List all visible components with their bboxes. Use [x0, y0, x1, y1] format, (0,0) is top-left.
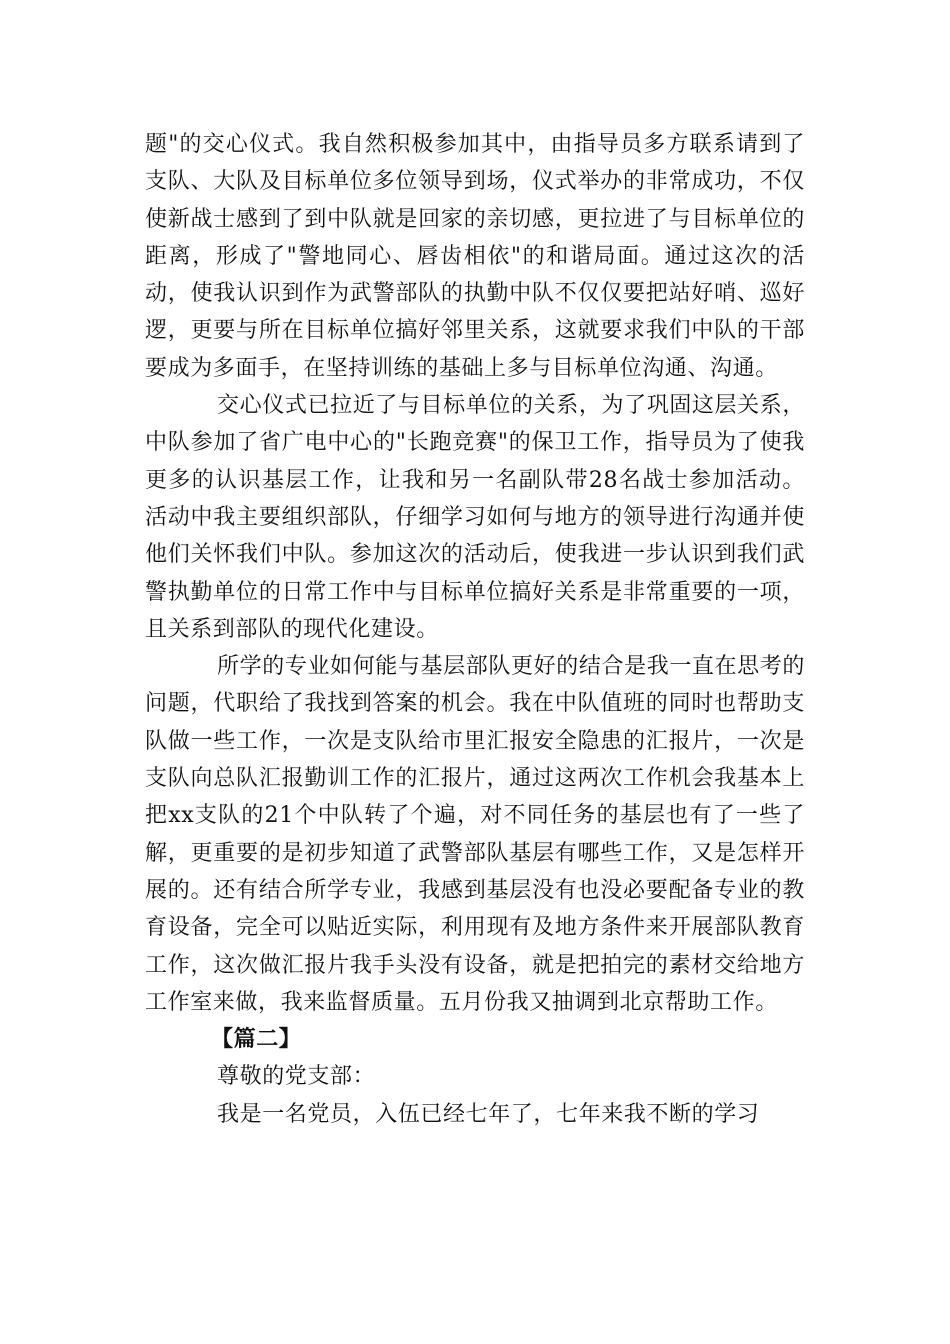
body-paragraph-1: 题"的交心仪式。我自然积极参加其中，由指导员多方联系请到了支队、大队及目标单位多位领导到场，仪式举办的非常成功，不仅使新战士感到了到中队就是回家的亲切感，更拉进了与目标单位的距离，形成了"警地同心、唇齿相依"的和谐局面。通过这次的活动，使我认识到作为武警部队的执勤中队不仅仅要把站好哨、巡好逻，更要与所在目标单位搞好邻里关系，这就要求我们中队的干部要成为多面手，在坚持训练的基础上多与目标单位沟通、沟通。 — [145, 132, 805, 381]
body-paragraph-3: 所学的专业如何能与基层部队更好的结合是我一直在思考的问题，代职给了我找到答案的机会。我在中队值班的同时也帮助支队做一些工作，一次是支队给市里汇报安全隐患的汇报片，一次是支队向总队汇报勤训工作的汇报片，通过这两次工作机会我基本上把xx支队的21个中队转了个遍，对不同任务的基层也有了一些了解，更重要的是初步知道了武警部队基层有哪些工作，又是怎样开展的。还有结合所学专业，我感到基层没有也没必要配备专业的教育设备，完全可以贴近实际，利用现有及地方条件来开展部队教育工作，这次做汇报片我手头没有设备，就是把拍完的素材交给地方工作室来做，我来监督质量。五月份我又抽调到北京帮助工作。 — [145, 654, 805, 1015]
section-heading: 【篇二】 — [211, 1026, 302, 1053]
letter-opening-line: 我是一名党员，入伍已经七年了，七年来我不断的学习 — [217, 1101, 760, 1127]
document-page — [145, 126, 805, 1133]
letter-salutation: 尊敬的党支部： — [217, 1064, 376, 1090]
body-paragraph-2: 交心仪式已拉近了与目标单位的关系，为了巩固这层关系，中队参加了省广电中心的"长跑竞赛"的保卫工作，指导员为了使我更多的认识基层工作，让我和另一名副队带28名战士参加活动。活动中我主要组织部队，仔细学习如何与地方的领导进行沟通并使他们关怀我们中队。参加这次的活动后，使我进一步认识到我们武警执勤单位的日常工作中与目标单位搞好关系是非常重要的一项，且关系到部队的现代化建设。 — [145, 393, 805, 642]
